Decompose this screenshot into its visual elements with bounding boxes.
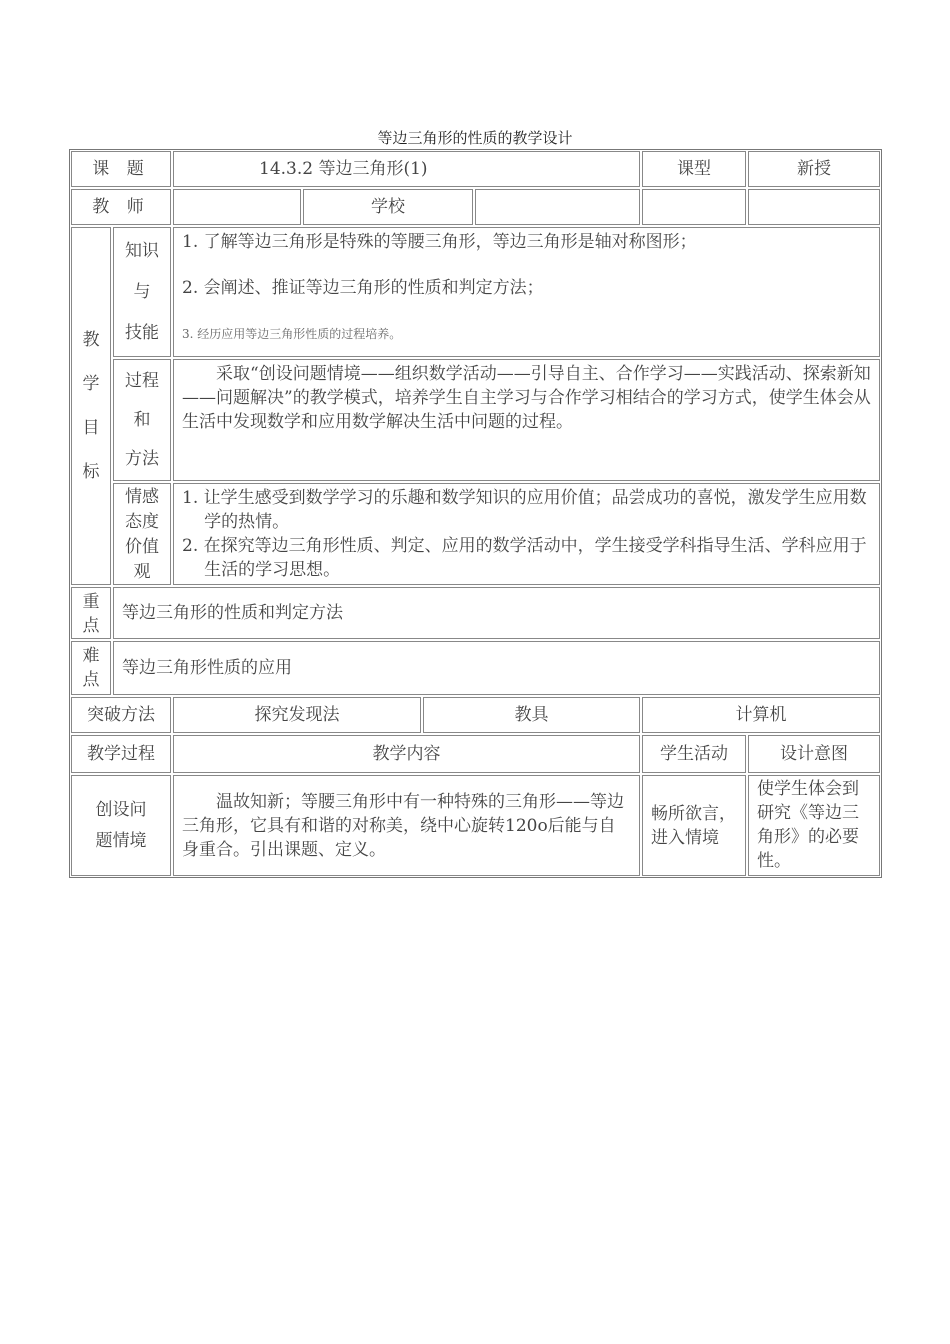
objectives-label-char: 标 [82,462,100,482]
topic-value: 14.3.2 等边三角形(1) [173,151,640,187]
attitude-item: 2. 在探究等边三角形性质、判定、应用的数学活动中，学生接受学科指导生活、学科应用于生活的学习思想。 [182,536,867,580]
knowledge-item: 3. 经历应用等边三角形性质的过程培养。 [182,327,402,341]
step-content [173,775,640,876]
difficulty-label-char: 点 [82,670,100,690]
blank-cell [748,189,880,225]
knowledge-label-line: 与 [133,281,151,302]
objectives-label-char: 教 [82,330,100,350]
difficulty-label [71,641,111,695]
attitude-label-line: 观 [133,561,151,582]
process-content: 采取“创设问题情境——组织数学活动——引导自主、合作学习——实践活动、探索新知——问题解决”的教学模式，培养学生自主学习与合作学习相结合的学习方式，使学生体会从生活中发现数学和应用数学解决生活中问题的过程。 [173,359,880,481]
step-activity-text: 畅所欲言，进入情境 [651,803,736,848]
tools-value: 计算机 [642,697,880,733]
header-content: 教学内容 [173,735,640,773]
school-value [475,189,640,225]
school-label: 学校 [303,189,473,225]
process-label-line: 过程 [125,371,159,392]
lesson-type-value: 新授 [748,151,880,187]
attitude-label [113,483,171,585]
knowledge-item: 2. 会阐述、推证等边三角形的性质和判定方法； [182,278,544,298]
step-content-text: 温故知新；等腰三角形中有一种特殊的三角形——等边三角形，它具有和谐的对称美，绕中心旋转120o后能与自身重合。引出课题、定义。 [182,791,624,860]
method-label: 突破方法 [71,697,171,733]
method-value: 探究发现法 [173,697,421,733]
key-point-label [71,587,111,639]
objectives-label [71,227,111,585]
step-label [71,775,171,876]
objectives-label-char: 目 [82,418,100,438]
process-label [113,359,171,481]
knowledge-label-line: 技能 [125,323,159,344]
knowledge-label [113,227,171,357]
knowledge-label-line: 知识 [125,240,159,261]
topic-label: 课 题 [71,151,171,187]
teacher-label: 教 师 [71,189,171,225]
attitude-item: 1. 让学生感受到数学学习的乐趣和数学知识的应用价值；品尝成功的喜悦，激发学生应用数学的热情。 [182,488,867,532]
header-intent: 设计意图 [748,735,880,773]
knowledge-content [173,227,880,357]
document-title: 等边三角形的性质的教学设计 [377,129,573,147]
knowledge-item: 1. 了解等边三角形是特殊的等腰三角形，等边三角形是轴对称图形； [182,232,697,252]
teacher-value [173,189,301,225]
difficulty-label-char: 难 [82,646,100,666]
attitude-label-line: 态度 [125,511,159,532]
step-label-line: 题情境 [95,831,147,852]
key-point-label-char: 点 [82,616,100,636]
objectives-label-char: 学 [82,374,100,394]
process-label-line: 和 [133,409,151,430]
blank-cell [642,189,746,225]
lesson-type-label: 课型 [642,151,746,187]
step-label-line: 创设问 [95,799,147,820]
difficulty-content: 等边三角形性质的应用 [113,641,880,695]
header-process: 教学过程 [71,735,171,773]
attitude-label-line: 价值 [125,536,159,557]
tools-label: 教具 [423,697,640,733]
attitude-content [173,483,880,585]
process-label-line: 方法 [125,448,159,469]
step-activity [642,775,746,876]
key-point-content: 等边三角形的性质和判定方法 [113,587,880,639]
key-point-label-char: 重 [82,592,100,612]
attitude-label-line: 情感 [125,486,159,507]
step-intent: 使学生体会到研究《等边三角形》的必要性。 [748,775,880,876]
header-activity: 学生活动 [642,735,746,773]
